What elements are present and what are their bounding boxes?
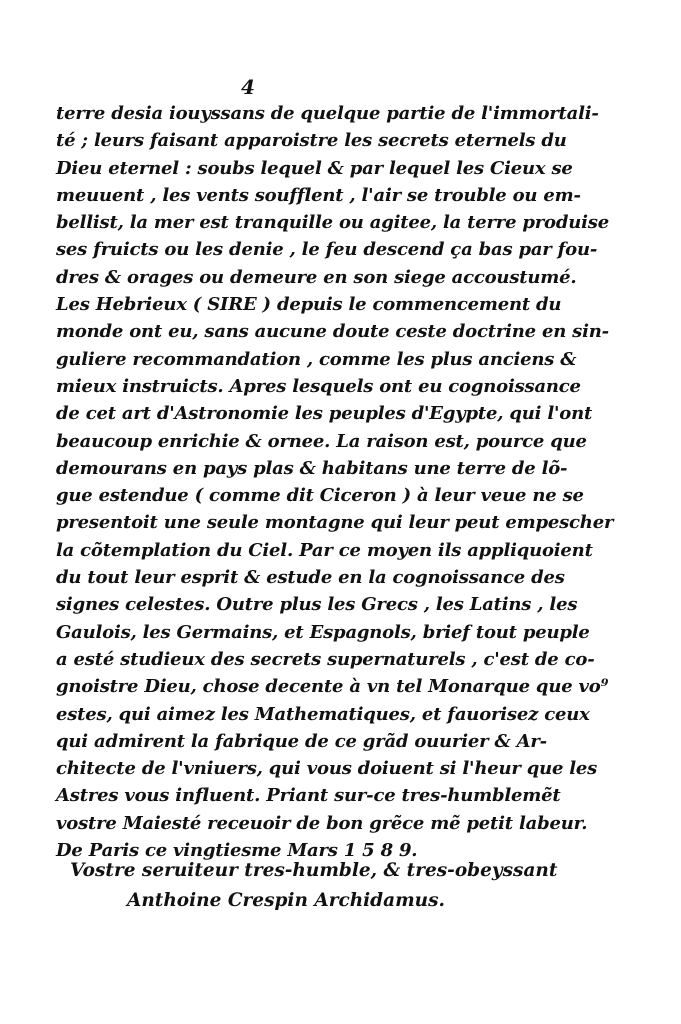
text-line-12: de cet art d'Astronomie les peuples d'Egypte, qui l'ont: [56, 403, 593, 425]
text-line-28: De Paris ce vingtiesme Mars 1 5 8 9.: [56, 840, 418, 862]
text-line-9: monde ont eu, sans aucune doute ceste doctrine en sin-: [56, 321, 609, 343]
text-line-2: té ; leurs faisant apparoistre les secrets eternels du: [56, 130, 567, 152]
text-line-8: Les Hebrieux ( SIRE ) depuis le commencement du: [56, 294, 562, 316]
text-line-18: du tout leur esprit & estude en la cognoissance des: [56, 567, 565, 589]
text-line-20: Gaulois, les Germains, et Espagnols, brief tout peuple: [56, 621, 590, 643]
text-line-6: ses fruicts ou les denie , le feu descend ça bas par fou-: [56, 239, 598, 261]
body-text: [56, 100, 614, 864]
text-line-10: guliere recommandation , comme les plus anciens &: [56, 348, 577, 370]
text-line-13: beaucoup enrichie & ornee. La raison est, pource que: [56, 430, 587, 452]
text-line-14: demourans en pays plas & habitans une terre de lõ-: [56, 457, 568, 479]
text-line-15: gue estendue ( comme dit Ciceron ) à leur veue ne se: [56, 485, 584, 507]
page-number: 4: [241, 75, 255, 99]
text-line-19: signes celestes. Outre plus les Grecs , les Latins , les: [56, 594, 578, 616]
text-line-21: a esté studieux des secrets supernaturels , c'est de co-: [56, 648, 595, 670]
text-line-7: dres & orages ou demeure en son siege accoustumé.: [56, 266, 577, 288]
text-line-25: chitecte de l'vniuers, qui vous doiuent si l'heur que les: [56, 758, 598, 780]
text-line-27: vostre Maiesté receuoir de bon grẽce mẽ petit labeur.: [56, 812, 588, 834]
signature-line-1: Vostre seruiteur tres-humble, & tres-obeyssant: [70, 860, 558, 881]
text-line-11: mieux instruicts. Apres lesquels ont eu cognoissance: [56, 375, 581, 397]
text-line-3: Dieu eternel : soubs lequel & par lequel les Cieux se: [56, 157, 573, 179]
text-line-22: gnoistre Dieu, chose decente à vn tel Monarque que vo⁹: [56, 676, 609, 698]
signature-line-2: Anthoine Crespin Archidamus.: [127, 890, 445, 911]
text-line-17: la cõtemplation du Ciel. Par ce moyen ils appliquoient: [56, 539, 593, 561]
signature-block: [70, 856, 558, 916]
text-line-26: Astres vous influent. Priant sur-ce tres-humblemẽt: [56, 785, 561, 807]
text-line-1: terre desia iouyssans de quelque partie de l'immortali-: [56, 103, 599, 124]
text-line-16: presentoit une seule montagne qui leur peut empescher: [56, 512, 614, 534]
text-line-4: meuuent , les vents soufflent , l'air se trouble ou em-: [56, 184, 581, 206]
text-line-5: bellist, la mer est tranquille ou agitee, la terre produise: [56, 212, 609, 234]
text-line-24: qui admirent la fabrique de ce grãd ouurier & Ar-: [56, 730, 547, 752]
text-line-23: estes, qui aimez les Mathematiques, et fauorisez ceux: [56, 703, 590, 725]
